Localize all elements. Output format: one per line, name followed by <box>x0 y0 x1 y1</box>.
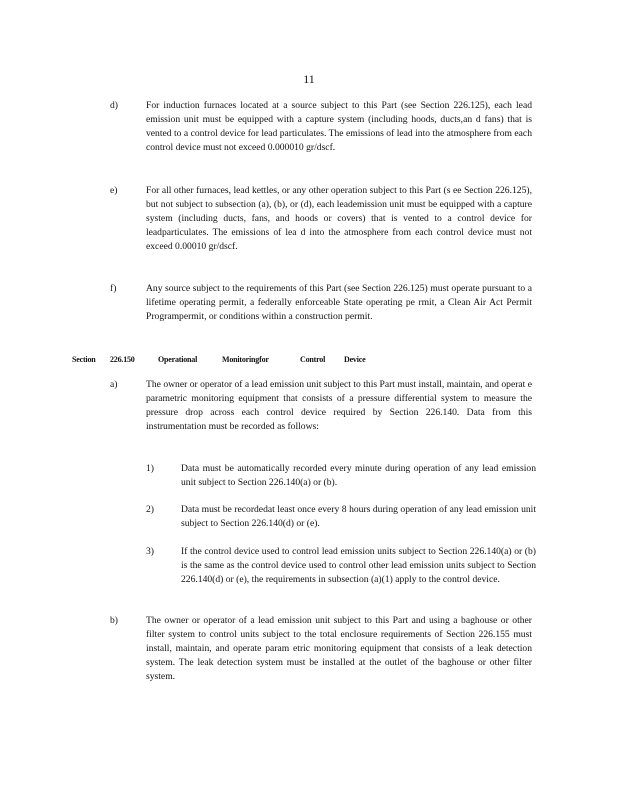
subitem-3: If the control device used to control lead emission units subject to Section 226.140(a) or (b) is the same as the control device used to control other lead emission units subject to Section 226.140(d) or (e), the requirements in subsection (a)(1) apply to the control device. <box>181 546 536 585</box>
item-label-e: e) <box>110 185 118 196</box>
subitem-label-2: 2) <box>146 504 154 515</box>
section-title-word-3: Control <box>300 355 326 364</box>
item-label-b: b) <box>110 615 118 626</box>
subitem-label-3: 3) <box>146 546 154 557</box>
paragraph-d: For induction furnaces located at a source subject to this Part (see Section 226.125), each lead emission unit must be equipped with a capture system (including hoods, ducts,an d fans) that is vented to a control device for lead particulates. The emissions of lead into the atmosphere from each control device must not exceed 0.000010 gr/dscf. <box>146 100 532 153</box>
section-title-word-1: Operational <box>158 355 198 364</box>
section-heading <box>72 353 472 367</box>
paragraph-a: The owner or operator of a lead emission unit subject to this Part must install, maintain, and operat e parametric monitoring equipment that consists of a pressure differential system to measure the pressure drop across each control device required by Section 226.140. Data from this instrumentation must be recorded as follows: <box>146 379 532 432</box>
section-title-word-4: Device <box>344 355 366 364</box>
section-title-word-2: Monitoringfor <box>222 355 269 364</box>
section-word: Section <box>72 355 96 364</box>
paragraph-b: The owner or operator of a lead emission unit subject to this Part and using a baghouse or other filter system to control units subject to the total enclosure requirements of Section 226.155 must install, maintain, and operate param etric monitoring equipment that consists of a leak detection system. The leak detection system must be installed at the outlet of the baghouse or other filter system. <box>146 615 532 682</box>
paragraph-f: Any source subject to the requirements of this Part (see Section 226.125) must operate pursuant to a lifetime operating permit, a federally enforceable State operating pe rmit, a Clean Air Act Permit Programpermit, or conditions within a construction permit. <box>146 283 532 322</box>
item-label-a: a) <box>110 379 118 390</box>
section-number: 226.150 <box>110 355 135 364</box>
subitem-1: Data must be automatically recorded every minute during operation of any lead emission unit subject to Section 226.140(a) or (b). <box>181 463 536 488</box>
subitem-label-1: 1) <box>146 463 154 474</box>
item-label-f: f) <box>110 283 117 294</box>
item-label-d: d) <box>110 100 118 111</box>
subitem-2: Data must be recordedat least once every 8 hours during operation of any lead emission unit subject to Section 226.140(d) or (e). <box>181 504 536 529</box>
paragraph-e: For all other furnaces, lead kettles, or any other operation subject to this Part (s ee Section 226.125), but not subject to subsection (a), (b), or (d), each leademission unit must be equipped with a capture system (including ducts, fans, and hoods or covers) that is vented to a control device for leadparticulates. The emissions of lea d into the atmosphere from each control device must not exceed 0.00010 gr/dscf. <box>146 185 532 252</box>
page-number: 11 <box>303 72 315 86</box>
